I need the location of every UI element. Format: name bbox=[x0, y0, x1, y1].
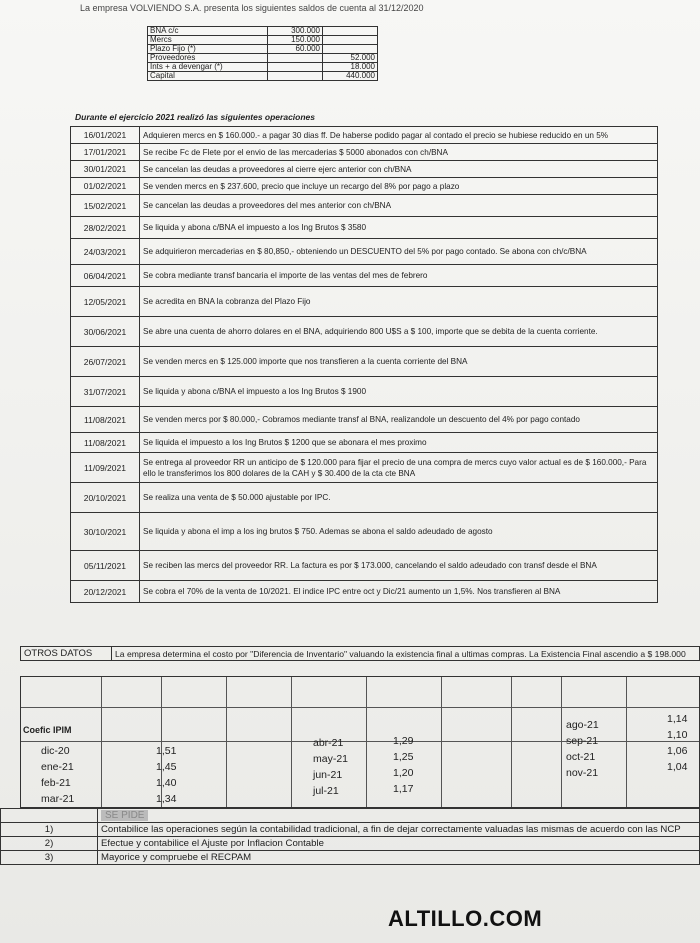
grid-line bbox=[101, 677, 102, 807]
ipim-month: abr-21 bbox=[313, 737, 344, 749]
balance-debit bbox=[268, 54, 323, 63]
grid-line bbox=[511, 677, 512, 807]
operation-description: Se cancelan las deudas a proveedores al cierre ejerc anterior con ch/BNA bbox=[140, 161, 658, 178]
ipim-value: 1,45 bbox=[156, 761, 177, 773]
operation-row bbox=[71, 161, 658, 178]
balance-account: Proveedores bbox=[148, 54, 268, 63]
ipim-month: jul-21 bbox=[313, 785, 339, 797]
balance-credit: 52.000 bbox=[323, 54, 378, 63]
operation-date: 11/09/2021 bbox=[71, 453, 140, 483]
task-number: 1) bbox=[1, 823, 98, 837]
operation-description: Se venden mercs en $ 125.000 importe que nos transfieren a la cuenta corriente del BNA bbox=[140, 347, 658, 377]
operation-description: Se adquirieron mercaderias en $ 80,850,- obteniendo un DESCUENTO del 5% por pago contado. Se abona con ch/c/BNA bbox=[140, 239, 658, 265]
operation-description: Se venden mercs en $ 237.600, precio que incluye un recargo del 8% por pago a plazo bbox=[140, 178, 658, 195]
operation-row bbox=[71, 217, 658, 239]
ipim-value: 1,51 bbox=[156, 745, 177, 757]
balance-row bbox=[148, 72, 378, 81]
task-row bbox=[1, 823, 700, 837]
operation-description: Se cobra el 70% de la venta de 10/2021. El indice IPC entre oct y Dic/21 aumento un 1,5%. Nos transfieren al BNA bbox=[140, 581, 658, 603]
operation-date: 05/11/2021 bbox=[71, 551, 140, 581]
operation-row bbox=[71, 433, 658, 453]
operation-row bbox=[71, 407, 658, 433]
operation-date: 30/06/2021 bbox=[71, 317, 140, 347]
grid-line bbox=[441, 677, 442, 807]
balance-account: BNA c/c bbox=[148, 27, 268, 36]
balance-debit: 60.000 bbox=[268, 45, 323, 54]
ipim-value: 1,17 bbox=[393, 783, 414, 795]
operation-description: Se recibe Fc de Flete por el envio de las mercaderias $ 5000 abonados con ch/BNA bbox=[140, 144, 658, 161]
operation-description: Se cancelan las deudas a proveedores del mes anterior con ch/BNA bbox=[140, 195, 658, 217]
operation-description: Se liquida y abona c/BNA el impuesto a los Ing Brutos $ 1900 bbox=[140, 377, 658, 407]
ipim-month: sep-21 bbox=[566, 735, 599, 747]
operation-date: 20/12/2021 bbox=[71, 581, 140, 603]
balance-account: Ints + a devengar (*) bbox=[148, 63, 268, 72]
ipim-month: may-21 bbox=[313, 753, 349, 765]
operation-row bbox=[71, 144, 658, 161]
balance-debit bbox=[268, 63, 323, 72]
operation-description: Se entrega al proveedor RR un anticipo de $ 120.000 para fijar el precio de una compra de mercs cuyo valor actual es de $ 160.000,- Para ello le transferimos los 800 dolares de la CAH y $ 30.400 de la cta cte BNA bbox=[140, 453, 658, 483]
operation-date: 01/02/2021 bbox=[71, 178, 140, 195]
ipim-value: 1,06 bbox=[667, 745, 688, 757]
grid-line bbox=[21, 707, 699, 708]
operation-row bbox=[71, 377, 658, 407]
ipim-month: dic-20 bbox=[41, 745, 70, 757]
balance-row bbox=[148, 27, 378, 36]
grid-line bbox=[366, 677, 367, 807]
task-text: Efectue y contabilice el Ajuste por Inflacion Contable bbox=[98, 837, 700, 851]
operation-row bbox=[71, 178, 658, 195]
operation-row bbox=[71, 581, 658, 603]
operation-row bbox=[71, 317, 658, 347]
ipim-month: jun-21 bbox=[313, 769, 343, 781]
other-data-table bbox=[20, 646, 700, 661]
balance-account: Mercs bbox=[148, 36, 268, 45]
ipim-title: Coefic IPIM bbox=[23, 725, 72, 735]
brand-watermark: ALTILLO.COM bbox=[388, 906, 543, 931]
ipim-coefficients-grid bbox=[20, 676, 700, 808]
operation-date: 06/04/2021 bbox=[71, 265, 140, 287]
operation-row bbox=[71, 551, 658, 581]
ipim-month: ene-21 bbox=[41, 761, 74, 773]
operation-date: 15/02/2021 bbox=[71, 195, 140, 217]
task-row bbox=[1, 837, 700, 851]
task-text: Contabilice las operaciones según la contabilidad tradicional, a fin de dejar correctamente valuadas las mismas de acuerdo con las NCP bbox=[98, 823, 700, 837]
ipim-value: 1,34 bbox=[156, 793, 177, 805]
balance-debit: 300.000 bbox=[268, 27, 323, 36]
ipim-value: 1,29 bbox=[393, 735, 414, 747]
ipim-month: mar-21 bbox=[41, 793, 75, 805]
grid-line bbox=[226, 677, 227, 807]
tasks-table bbox=[0, 808, 700, 865]
other-data-label: OTROS DATOS bbox=[21, 647, 112, 661]
operation-row bbox=[71, 239, 658, 265]
balance-debit: 150.000 bbox=[268, 36, 323, 45]
ipim-month: feb-21 bbox=[41, 777, 71, 789]
grid-line bbox=[291, 677, 292, 807]
balance-account: Capital bbox=[148, 72, 268, 81]
ipim-month: nov-21 bbox=[566, 767, 599, 779]
operation-description: Se liquida y abona el imp a los ing brutos $ 750. Ademas se abona el saldo adeudado de agosto bbox=[140, 513, 658, 551]
task-text: Mayorice y compruebe el RECPAM bbox=[98, 851, 700, 865]
tasks-header-row bbox=[1, 809, 700, 823]
task-row bbox=[1, 851, 700, 865]
operation-description: Se acredita en BNA la cobranza del Plazo Fijo bbox=[140, 287, 658, 317]
operation-date: 16/01/2021 bbox=[71, 127, 140, 144]
tasks-header: SE PIDE bbox=[101, 810, 148, 821]
task-number: 3) bbox=[1, 851, 98, 865]
ipim-value: 1,04 bbox=[667, 761, 688, 773]
balance-credit: 440.000 bbox=[323, 72, 378, 81]
grid-line bbox=[626, 677, 627, 807]
other-data-row bbox=[21, 647, 700, 661]
operation-date: 17/01/2021 bbox=[71, 144, 140, 161]
operation-date: 30/10/2021 bbox=[71, 513, 140, 551]
operation-description: Se cobra mediante transf bancaria el importe de las ventas del mes de febrero bbox=[140, 265, 658, 287]
operation-date: 31/07/2021 bbox=[71, 377, 140, 407]
operations-heading: Durante el ejercicio 2021 realizó las siguientes operaciones bbox=[75, 112, 315, 122]
opening-balances-table bbox=[147, 26, 378, 81]
operation-row bbox=[71, 513, 658, 551]
operation-description: Se reciben las mercs del proveedor RR. La factura es por $ 173.000, cancelando el saldo adeudado con transf desde el BNA bbox=[140, 551, 658, 581]
balance-row bbox=[148, 63, 378, 72]
operation-date: 11/08/2021 bbox=[71, 407, 140, 433]
task-number: 2) bbox=[1, 837, 98, 851]
operation-date: 20/10/2021 bbox=[71, 483, 140, 513]
ipim-month: ago-21 bbox=[566, 719, 599, 731]
operation-date: 30/01/2021 bbox=[71, 161, 140, 178]
operation-date: 24/03/2021 bbox=[71, 239, 140, 265]
balance-account: Plazo Fijo (*) bbox=[148, 45, 268, 54]
operation-date: 12/05/2021 bbox=[71, 287, 140, 317]
operation-description: Se realiza una venta de $ 50.000 ajustable por IPC. bbox=[140, 483, 658, 513]
operation-description: Se liquida el impuesto a los Ing Brutos $ 1200 que se abonara el mes proximo bbox=[140, 433, 658, 453]
operation-row bbox=[71, 453, 658, 483]
ipim-value: 1,14 bbox=[667, 713, 688, 725]
operations-table bbox=[70, 126, 658, 603]
operation-date: 11/08/2021 bbox=[71, 433, 140, 453]
intro-text: La empresa VOLVIENDO S.A. presenta los siguientes saldos de cuenta al 31/12/2020 bbox=[80, 3, 424, 13]
operation-row bbox=[71, 127, 658, 144]
operation-description: Se abre una cuenta de ahorro dolares en el BNA, adquiriendo 800 U$S a $ 100, importe que se debita de la cuenta corriente. bbox=[140, 317, 658, 347]
balance-credit bbox=[323, 36, 378, 45]
ipim-value: 1,10 bbox=[667, 729, 688, 741]
balance-credit bbox=[323, 27, 378, 36]
operation-row bbox=[71, 265, 658, 287]
balance-debit bbox=[268, 72, 323, 81]
operation-description: Adquieren mercs en $ 160.000.- a pagar 30 dias ff. De haberse podido pagar al contado el precio se hubiese reducido en un 5% bbox=[140, 127, 658, 144]
balance-credit: 18.000 bbox=[323, 63, 378, 72]
operation-description: Se venden mercs por $ 80.000,- Cobramos mediante transf al BNA, realizandole un descuento del 4% por pago contado bbox=[140, 407, 658, 433]
operation-date: 28/02/2021 bbox=[71, 217, 140, 239]
ipim-value: 1,20 bbox=[393, 767, 414, 779]
ipim-value: 1,25 bbox=[393, 751, 414, 763]
other-data-text: La empresa determina el costo por "Diferencia de Inventario" valuando la existencia final a ultimas compras. La Existencia Final ascendio a $ 198.000 bbox=[112, 647, 700, 661]
operation-row bbox=[71, 195, 658, 217]
ipim-month: oct-21 bbox=[566, 751, 596, 763]
ipim-value: 1,40 bbox=[156, 777, 177, 789]
operation-date: 26/07/2021 bbox=[71, 347, 140, 377]
grid-line bbox=[561, 677, 562, 807]
operation-description: Se liquida y abona c/BNA el impuesto a los Ing Brutos $ 3580 bbox=[140, 217, 658, 239]
operation-row bbox=[71, 287, 658, 317]
operation-row bbox=[71, 347, 658, 377]
operation-row bbox=[71, 483, 658, 513]
